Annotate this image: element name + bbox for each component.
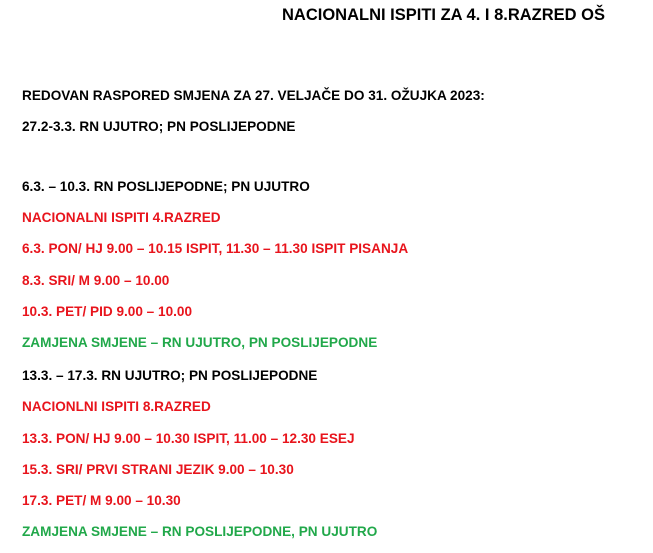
schedule-week-2-line: 6.3. – 10.3. RN POSLIJEPODNE; PN UJUTRO (22, 179, 310, 194)
exam-heading-4th-grade: NACIONALNI ISPITI 4.RAZRED (22, 210, 221, 225)
schedule-week-1-line: 27.2-3.3. RN UJUTRO; PN POSLIJEPODNE (22, 119, 296, 134)
exam-line-8th-friday: 17.3. PET/ M 9.00 – 10.30 (22, 493, 181, 508)
schedule-week-3-line: 13.3. – 17.3. RN UJUTRO; PN POSLIJEPODNE (22, 368, 318, 383)
exam-line-4th-monday: 6.3. PON/ HJ 9.00 – 10.15 ISPIT, 11.30 – 11.30 ISPIT PISANJA (22, 241, 409, 256)
document-title: NACIONALNI ISPITI ZA 4. I 8.RAZRED OŠ (282, 6, 605, 24)
shift-change-line-1: ZAMJENA SMJENE – RN UJUTRO, PN POSLIJEPODNE (22, 335, 378, 350)
exam-heading-8th-grade: NACIONLNI ISPITI 8.RAZRED (22, 399, 211, 414)
exam-line-4th-wednesday: 8.3. SRI/ M 9.00 – 10.00 (22, 273, 170, 288)
shift-change-line-2: ZAMJENA SMJENE – RN POSLIJEPODNE, PN UJUTRO (22, 524, 378, 539)
exam-line-4th-friday: 10.3. PET/ PID 9.00 – 10.00 (22, 304, 193, 319)
schedule-intro-line: REDOVAN RASPORED SMJENA ZA 27. VELJAČE DO 31. OŽUJKA 2023: (22, 88, 485, 103)
exam-line-8th-monday: 13.3. PON/ HJ 9.00 – 10.30 ISPIT, 11.00 – 12.30 ESEJ (22, 431, 355, 446)
exam-line-8th-wednesday: 15.3. SRI/ PRVI STRANI JEZIK 9.00 – 10.30 (22, 462, 294, 477)
